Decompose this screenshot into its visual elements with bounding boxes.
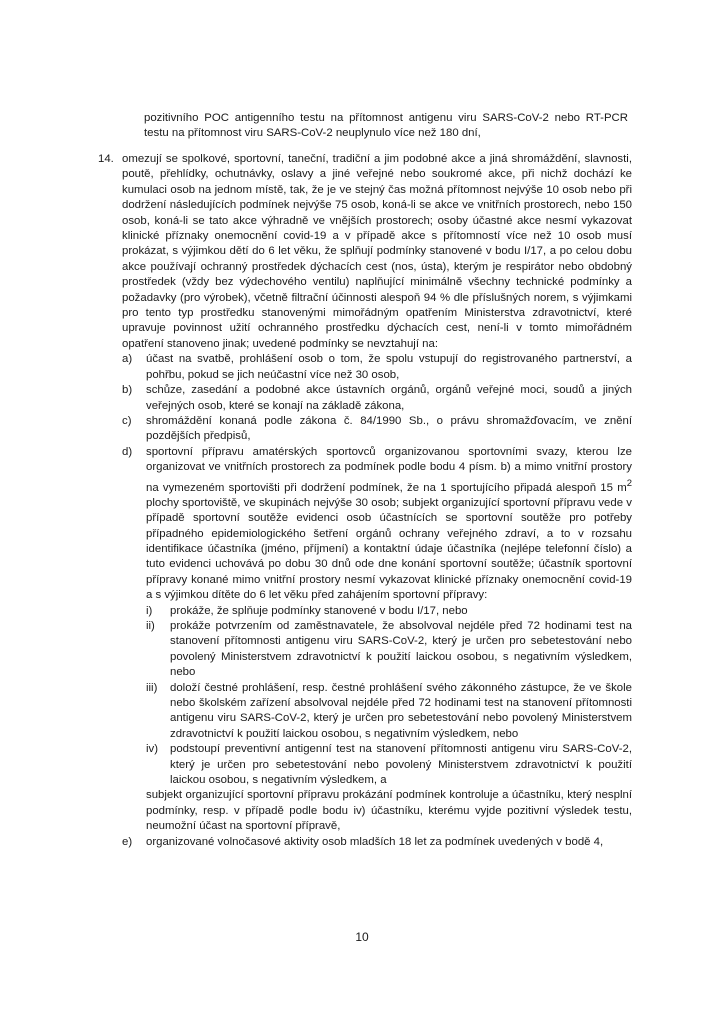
square-metre-superscript: 2 <box>626 477 632 489</box>
sub-item-label: c) <box>122 414 132 427</box>
roman-item-iv <box>146 742 632 788</box>
sub-item-text: schůze, zasedání a podobné akce ústavních orgánů, orgánů veřejné moci, soudů a jiných veřejných osob, které se konají na základě zákona, <box>146 384 632 412</box>
roman-item-text: prokáže, že splňuje podmínky stanovené v bodu I/17, nebo <box>170 604 468 617</box>
roman-item-label: iv) <box>146 743 159 756</box>
sub-item-text: shromáždění konaná podle zákona č. 84/1990 Sb., o právu shromažďovacím, ve znění pozdějších předpisů, <box>146 414 632 443</box>
sub-item-a <box>122 352 632 383</box>
roman-item-text: doloží čestné prohlášení, resp. čestné prohlášení svého zákonného zástupce, že ve škole nebo školském zařízení absolvoval nejdéle před 72 hodinami test na stanovení přítomnosti antigenu viru SARS-CoV-2, který je určen pro sebetestování nebo povolený Ministerstvem zdravotnictví k použití laickou osobou, s negativním výsledkem, nebo <box>170 681 632 740</box>
sub-items-list <box>122 352 632 850</box>
roman-item-text: prokáže potvrzením od zaměstnavatele, že absolvoval nejdéle před 72 hodinami test na stanovení přítomnosti antigenu viru SARS-CoV-2, který je určen pro sebetestování nebo povolený Ministerstvem zdravotnictví k použití laickou osobou, s negativním výsledkem, nebo <box>170 619 632 679</box>
sub-item-e <box>122 835 632 850</box>
sub-item-d-tail: subjekt organizující sportovní přípravu prokázání podmínek kontroluje a účastníku, který nesplní podmínky, resp. v případě podle bodu iv) účastníku, kterému vyjde pozitivní výsledek testu, neumožní účast na sportovní přípravě, <box>146 789 632 833</box>
continuation-paragraph: pozitivního POC antigenního testu na přítomnost antigenu viru SARS-CoV-2 nebo RT-PCR testu na přítomnost viru SARS-CoV-2 neuplynulo více než 180 dní, <box>144 112 628 140</box>
sub-item-text: účast na svatbě, prohlášení osob o tom, že spolu vstupují do registrovaného partnerství, a pohřbu, pokud se jich neúčastní více než 30 osob, <box>146 353 632 381</box>
sub-item-d <box>122 445 632 835</box>
sub-item-label: b) <box>122 384 133 397</box>
sub-item-label: d) <box>122 445 133 458</box>
sub-item-c <box>122 414 632 445</box>
roman-item-ii <box>146 619 632 681</box>
sub-item-b <box>122 383 632 414</box>
sub-item-d-text-end: plochy sportoviště, ve skupinách nejvýše 30 osob; subjekt organizující sportovní přípravu vede v případě sportovní soutěže evidenci osob účastnících se sportovní soutěže pro potřeby případného epidemiologického šetření orgánů ochrany veřejného zdraví, a to v rozsahu identifikace účastníka (jméno, příjmení) a kontaktní údaje účastníka (nejlépe telefonní číslo) a tuto evidenci uchovává po dobu 30 dnů ode dne konání sportovní soutěže; účastník sportovní přípravy konané mimo vnitřní prostory nesmí vykazovat klinické příznaky onemocnění covid-19 a s výjimkou dítěte do 6 let věku před zahájením sportovní přípravy: <box>146 496 632 602</box>
roman-item-text: podstoupí preventivní antigenní test na stanovení přítomnosti antigenu viru SARS-CoV-2, který je určen pro sebetestování nebo povolený Ministerstvem zdravotnictví k použití laickou osobou, s negativním výsledkem, a <box>170 743 632 787</box>
roman-item-label: iii) <box>146 681 158 694</box>
sub-item-label: e) <box>122 835 133 848</box>
item-body <box>122 152 632 850</box>
sub-item-text: organizované volnočasové aktivity osob mladších 18 let za podmínek uvedených v bodě 4, <box>146 835 604 848</box>
sub-item-d-text-start: sportovní přípravu amatérských sportovců organizovanou sportovními svazy, kterou lze organizovat ve vnitřních prostorech za podmínek podle bodu 4 písm. b) a mimo vnitřní prostory na vymezeném sportovišti při dodržení podmínek, že na 1 sportujícího připadá alespoň 15 m <box>146 445 632 494</box>
roman-item-label: i) <box>146 604 153 617</box>
roman-items-list <box>146 604 632 789</box>
list-item-14 <box>98 152 632 850</box>
page-number: 10 <box>355 930 369 944</box>
sub-item-text <box>146 445 632 604</box>
sub-item-label: a) <box>122 353 133 366</box>
item-intro: omezují se spolkové, sportovní, taneční, tradiční a jim podobné akce a jiná shromáždění, slavnosti, poutě, přehlídky, ochutnávky, oslavy a jiné veřejné nebo soukromé akce, při nichž dochází ke kumulaci osob na jednom místě, tak, že je ve stejný čas možná přítomnost nejvýše 10 osob nebo při dodržení následujících podmínek nejvýše 75 osob, koná-li se akce ve vnitřních prostorech, nebo 150 osob, koná-li se tato akce výhradně ve vnějších prostorech; osoby účastné akce nesmí vykazovat klinické příznaky onemocnění covid-19 a v případě akce s přítomností více než 10 osob musí prokázat, s výjimkou dětí do 6 let věku, že splňují podmínky stanovené v bodu I/17, a po celou dobu akce používají ochranný prostředek dýchacích cest (nos, ústa), kterým je respirátor nebo obdobný prostředek (vždy bez výdechového ventilu) naplňující minimálně všechny technické podmínky a požadavky (pro výrobek), včetně filtrační účinnosti alespoň 94 % dle příslušných norem, s výjimkami pro tento typ prostředku stanovenými mimořádným opatřením Ministerstva zdravotnictví, které upravuje povinnost užití ochranného prostředku dýchacích cest, není-li v tomto mimořádném opatření stanoveno jinak; uvedené podmínky se nevztahují na: <box>122 153 632 350</box>
roman-item-iii <box>146 681 632 743</box>
roman-item-i <box>146 604 632 619</box>
item-number: 14. <box>98 153 114 165</box>
roman-item-label: ii) <box>146 619 155 632</box>
